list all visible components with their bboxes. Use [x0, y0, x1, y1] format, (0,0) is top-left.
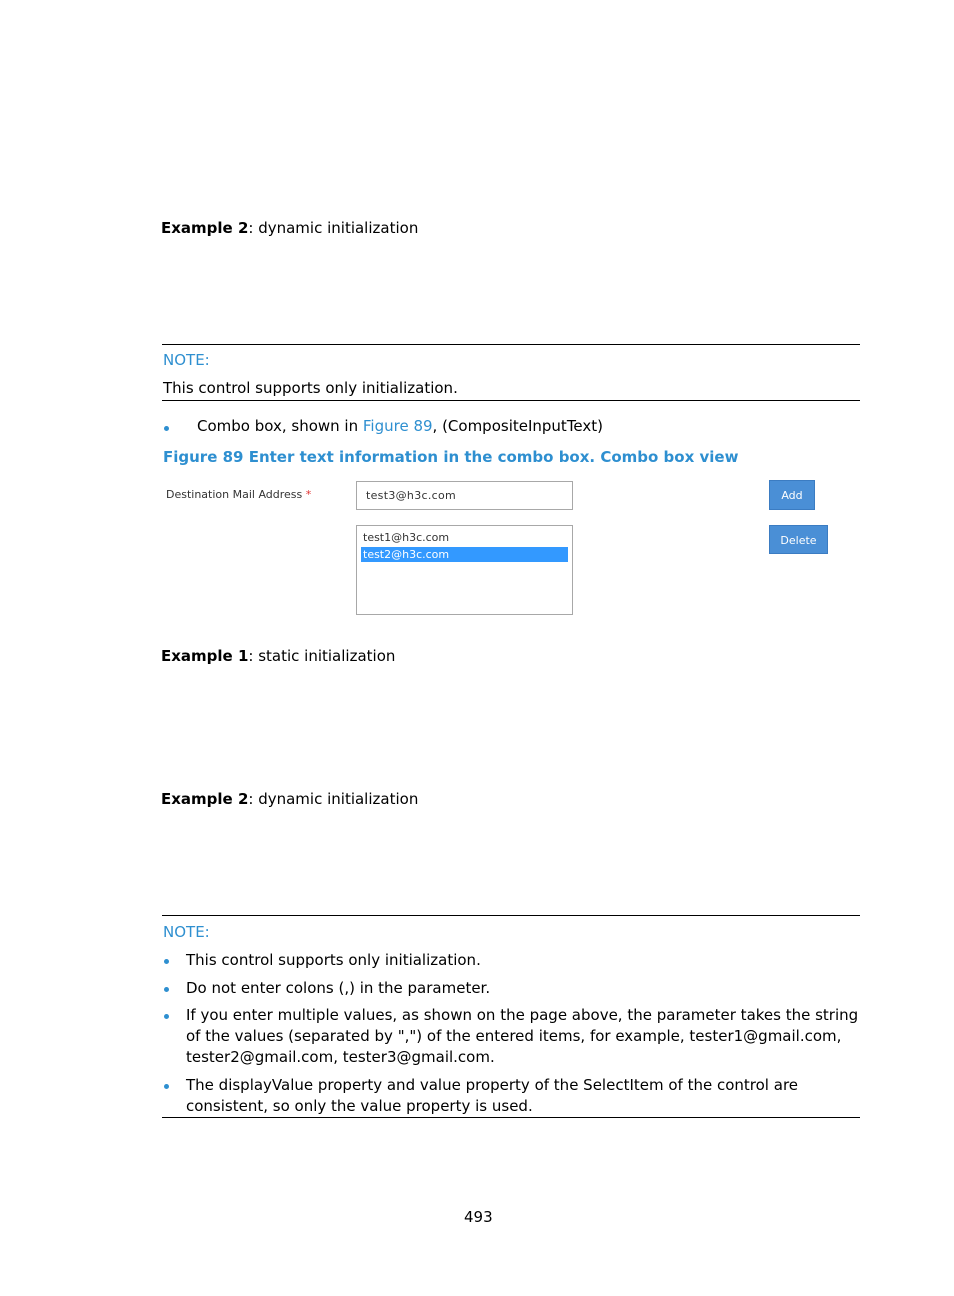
note-text: This control supports only initialization. — [163, 379, 458, 397]
list-item-selected[interactable]: test2@h3c.com — [361, 547, 568, 562]
example-2-heading-top — [161, 219, 418, 237]
note2-item: Do not enter colons (,) in the parameter. — [186, 979, 491, 997]
figure-title: Figure 89 Enter text information in the combo box. Combo box view — [163, 448, 739, 466]
note-heading: NOTE: — [163, 351, 210, 369]
example-2-heading — [161, 790, 418, 808]
example-desc: : dynamic initialization — [248, 790, 419, 808]
bullet-prefix: Combo box, shown in — [197, 417, 363, 435]
example-desc: : dynamic initialization — [248, 219, 419, 237]
bullet-icon — [164, 987, 169, 992]
example-1-heading — [161, 647, 395, 665]
note2-heading: NOTE: — [163, 923, 210, 941]
note-top-rule — [162, 344, 860, 345]
note-bottom-rule — [162, 400, 860, 401]
bullet-suffix: , (CompositeInputText) — [432, 417, 604, 435]
bullet-icon — [164, 426, 169, 431]
note2-item: This control supports only initialization. — [186, 951, 481, 969]
figure-link[interactable]: Figure 89 — [362, 417, 433, 435]
combo-box-bullet — [197, 417, 603, 435]
example-desc: : static initialization — [248, 647, 396, 665]
example-label: Example 2 — [161, 790, 249, 808]
delete-button[interactable]: Delete — [769, 525, 828, 554]
destination-mail-label — [166, 488, 311, 501]
example-label: Example 1 — [161, 647, 249, 665]
note2-item: If you enter multiple values, as shown on the page above, the parameter takes the string of the values (separated by ",") of the entered items, for example, tester1@gmail.com, tester2@gmail.com, tester3@gmail.com. — [186, 1006, 859, 1066]
bullet-icon — [164, 959, 169, 964]
list-item[interactable]: test1@h3c.com — [363, 531, 450, 544]
note2-bottom-rule — [162, 1117, 860, 1118]
bullet-icon — [164, 1014, 169, 1019]
note2-item: The displayValue property and value property of the SelectItem of the control are consistent, so only the value property is used. — [186, 1076, 799, 1115]
add-button[interactable]: Add — [769, 480, 815, 510]
page-number: 493 — [464, 1208, 493, 1226]
mail-address-input[interactable]: test3@h3c.com — [356, 481, 573, 510]
field-label: Destination Mail Address — [166, 488, 303, 501]
example-label: Example 2 — [161, 219, 249, 237]
mail-address-listbox[interactable] — [356, 525, 573, 615]
required-mark: * — [305, 488, 312, 501]
note2-top-rule — [162, 915, 860, 916]
bullet-icon — [164, 1084, 169, 1089]
